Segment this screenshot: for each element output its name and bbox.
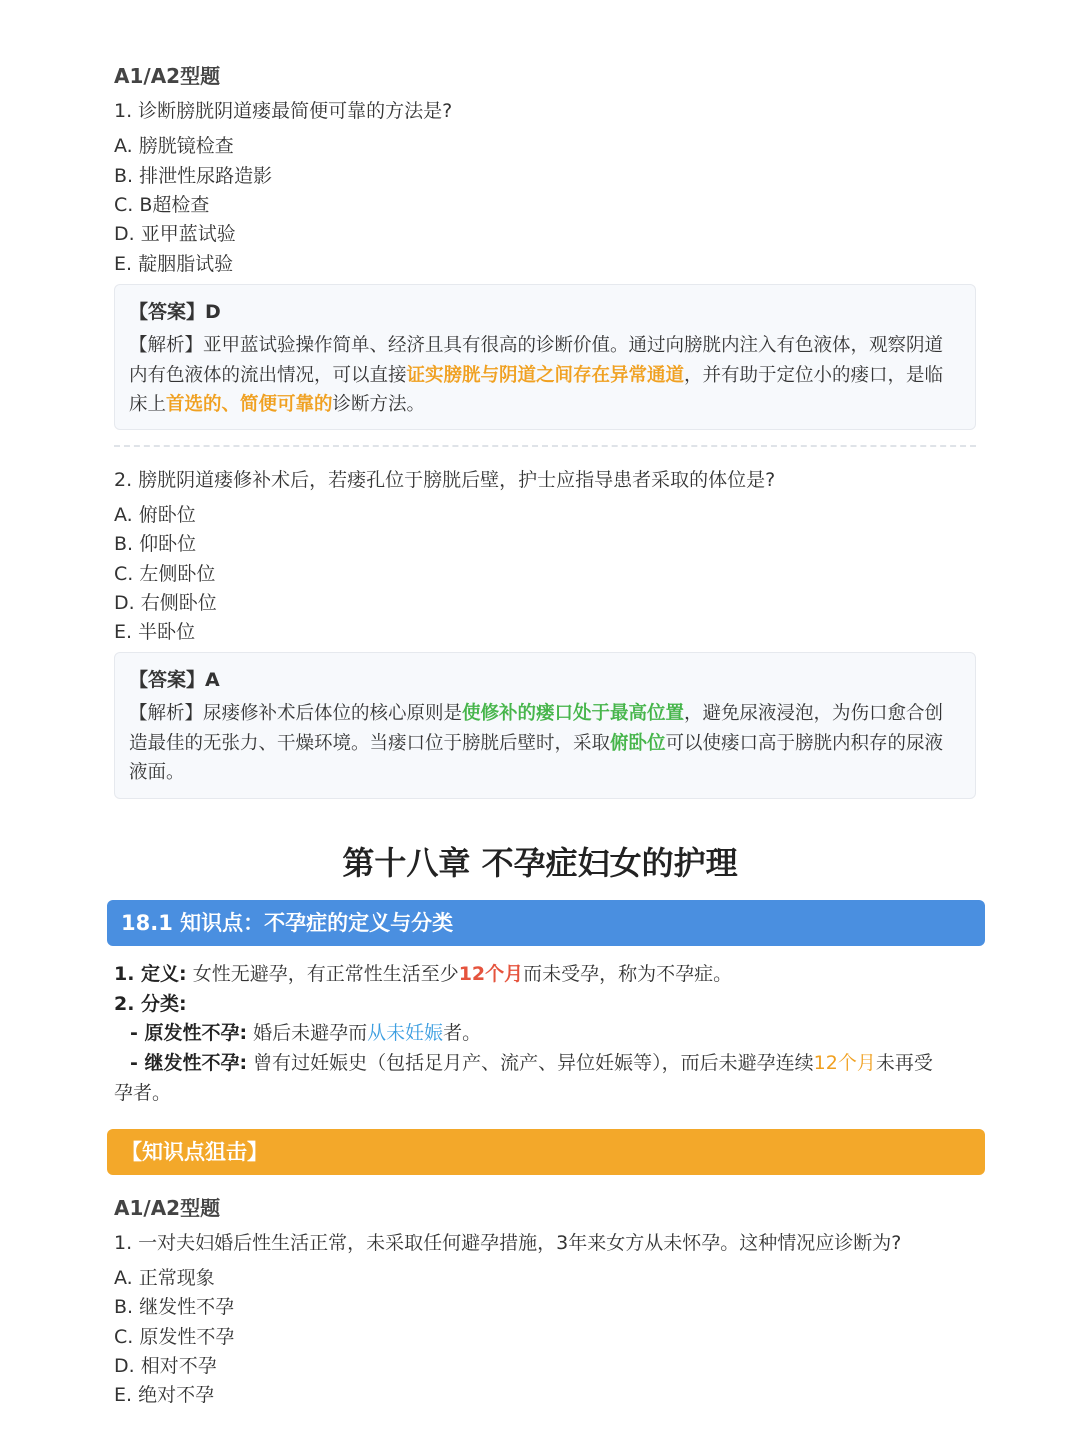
secondary-infertility-line: - 继发性不孕: 曾有过妊娠史（包括足月产、流产、异位妊娠等），而后未避孕连续12个月未再受 [130,1052,933,1074]
highlight-text: 使修补的瘘口处于最高位置 [462,703,685,724]
option-c: C. 原发性不孕 [114,1326,235,1348]
highlight-text: 俯卧位 [610,732,666,754]
option-e: E. 绝对不孕 [114,1384,215,1406]
answer-label: 【答案】A [129,669,220,691]
answer-label: 【答案】D [129,301,221,323]
answer-box-1 [114,284,976,430]
question-1-text: 1. 诊断膀胱阴道瘘最简便可靠的方法是? [114,100,453,122]
highlight-text: 12个月 [458,963,524,985]
option-a: A. 膀胱镜检查 [114,135,234,157]
analysis-text: 【解析】尿瘘修补术后体位的核心原则是使修补的瘘口处于最高位置，避免尿液浸泡，为伤口愈合创造最佳的无张力、干燥环境。当瘘口位于膀胱后壁时，采取俯卧位可以使瘘口高于膀胱内积存的尿液液面。 [129,703,944,783]
option-c: C. B超检查 [114,194,210,216]
knowledge-point-banner: 18.1 知识点：不孕症的定义与分类 [107,900,985,946]
option-b: B. 排泄性尿路造影 [114,165,273,187]
option-d: D. 亚甲蓝试验 [114,223,236,245]
option-b: B. 仰卧位 [114,533,197,555]
highlight-text: 证实膀胱与阴道之间存在异常通道 [406,364,685,386]
option-d: D. 相对不孕 [114,1355,217,1377]
answer-box-2 [114,652,976,799]
dashed-divider [114,445,976,447]
knowledge-snipe-banner: 【知识点狙击】 [107,1129,985,1175]
definition-line: 1. 定义: 女性无避孕，有正常性生活至少12个月而未受孕，称为不孕症。 [114,963,733,985]
option-c: C. 左侧卧位 [114,563,216,585]
highlight-text: 12个月 [813,1052,876,1074]
question-type-title: A1/A2型题 [114,64,221,88]
option-b: B. 继发性不孕 [114,1296,235,1318]
secondary-infertility-line-cont: 孕者。 [114,1082,172,1104]
highlight-text: 从未妊娠 [367,1022,444,1044]
classification-label: 2. 分类: [114,993,187,1015]
option-a: A. 俯卧位 [114,504,196,526]
analysis-text: 【解析】亚甲蓝试验操作简单、经济且具有很高的诊断价值。通过向膀胱内注入有色液体，观察阴道内有色液体的流出情况，可以直接证实膀胱与阴道之间存在异常通道，并有助于定位小的瘘口，是临床上首选的、简便可靠的诊断方法。 [129,335,944,415]
chapter-title: 第十八章 不孕症妇女的护理 [342,844,738,882]
question-1-text: 1. 一对夫妇婚后性生活正常，未采取任何避孕措施，3年来女方从未怀孕。这种情况应诊断为? [114,1232,902,1254]
option-e: E. 靛胭脂试验 [114,253,234,275]
highlight-text: 首选的、简便可靠的 [166,394,333,415]
question-type-title: A1/A2型题 [114,1196,221,1220]
option-a: A. 正常现象 [114,1267,215,1289]
option-e: E. 半卧位 [114,621,196,643]
primary-infertility-line: - 原发性不孕: 婚后未避孕而从未妊娠者。 [130,1022,482,1044]
option-d: D. 右侧卧位 [114,592,217,614]
question-2-text: 2. 膀胱阴道瘘修补术后，若瘘孔位于膀胱后壁，护士应指导患者采取的体位是? [114,469,776,491]
